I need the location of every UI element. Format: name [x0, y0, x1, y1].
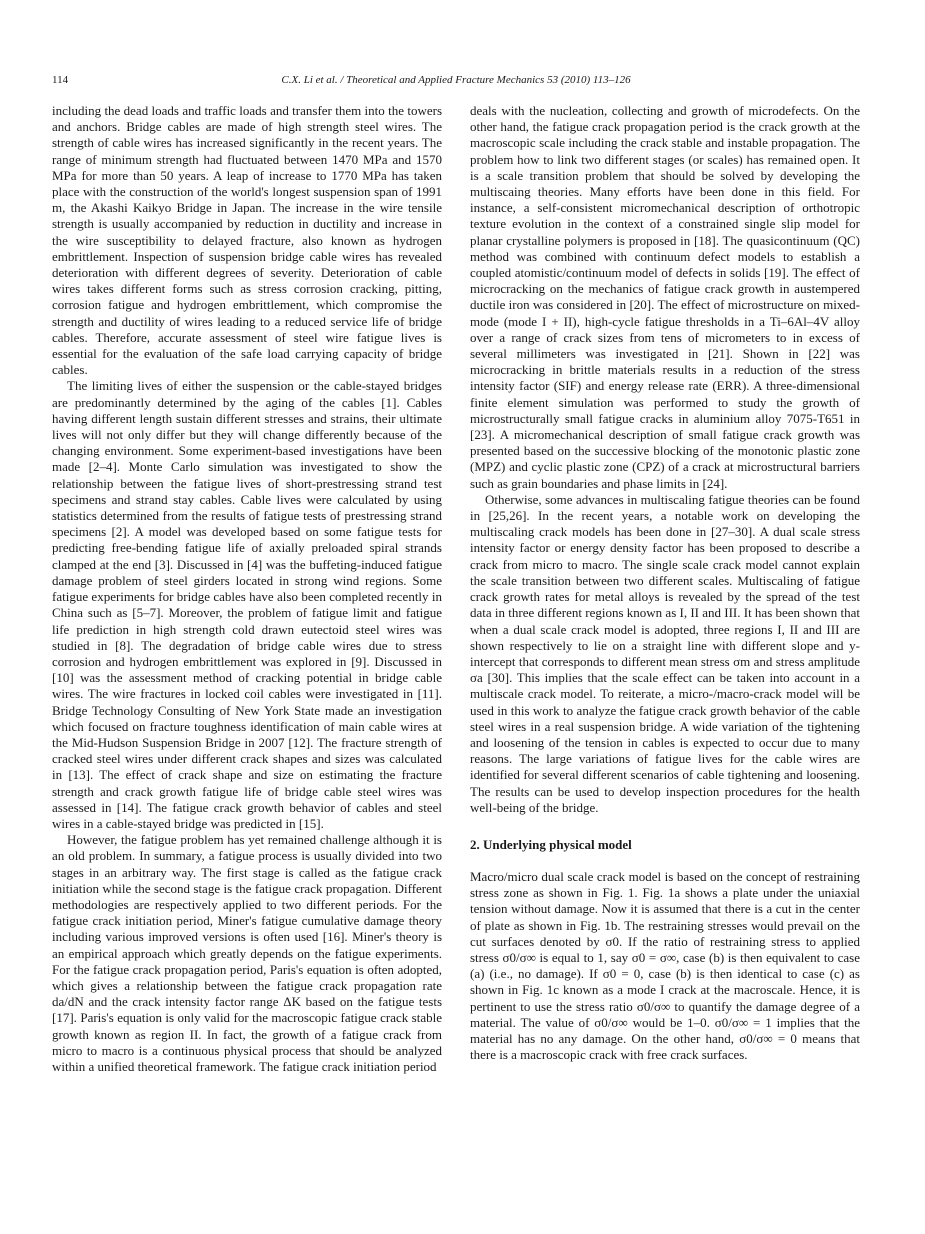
- running-title: C.X. Li et al. / Theoretical and Applied Fracture Mechanics 53 (2010) 113–126: [281, 74, 631, 86]
- paragraph: Otherwise, some advances in multiscaling fatigue theories can be found in [25,26]. In the recent years, a notable work on developing the multiscaling crack models has been done in [27–30]. A dual scale stress intensity factor or energy density factor has been proposed to describe a crack from micro to macro. The single scale crack model cannot explain the scale transition between two different scales. Multiscaling of fatigue crack growth rates for metal alloys is revealed by the spread of the test data in three different regions known as I, II and III. It has been shown that when a dual scale crack model is adopted, three regions I, II and III are shown respectively to lie on a straight line with different slope and y-intercept that corresponds to different mean stress σm and stress amplitude σa [30]. This implies that the scale effect can be taken into account in a multiscale crack model. To reiterate, a micro-/macro-crack model will be used in this work to analyze the fatigue crack growth behavior of the cable steel wires in a real suspension bridge. A wide variation of the tightening and loosening of the tension in cables is expected to occur due to many reasons. The large variations of fatigue lives for the cable wires are identified for several different scenarios of cable tightening and loosening. The results can be used to develop inspection procedures for the health well-being of the bridge.: [470, 491, 860, 815]
- paragraph: However, the fatigue problem has yet remained challenge although it is an old problem. In summary, a fatigue process is usually divided into two stages in an arbitrary way. The first stage is called as the fatigue crack initiation while the second stage is the fatigue crack propagation. Different methodologies are respectively applied to two different periods. For the fatigue crack initiation period, Miner's fatigue cumulative damage theory including various improved versions is often used [16]. Miner's theory is an empirical approach which greatly depends on the fatigue experiments. For the fatigue crack propagation period, Paris's equation is often adopted, which gives a relationship between the fatigue crack propagation rate da/dN and the crack intensity factor range ΔK based on the fatigue tests [17]. Paris's equation is only valid for the macroscopic fatigue crack stable growth known as region II. In fact, the growth of a fatigue crack from micro to macro is a continuous physical process that should be analyzed within a unified theoretical framework. The fatigue crack initiation period: [52, 832, 442, 1074]
- paragraph: including the dead loads and traffic loads and transfer them into the towers and anchors. Bridge cables are made of high strength steel wires. The strength of cable wires has increased significantly in the recent years. The range of minimum strength had fluctuated between 1470 MPa and 1570 MPa for more than 50 years. A leap of increase to 1770 MPa has taken place with the construction of the world's longest suspension span of 1991 m, the Akashi Kaikyo Bridge in Japan. The increase in the wire tensile strength is usually accompanied by reduction in ductility and increase in the wire susceptibility to delayed fracture, also known as hydrogen embrittlement. Inspection of suspension bridge cable wires has revealed deterioration with different degrees of severity. Deterioration of cable wires takes different forms such as stress corrosion cracking, pitting, corrosion fatigue and hydrogen embrittlement, which compromise the strength and ductility of wires leading to a reduced service life of bridge cables. Therefore, accurate assessment of steel wire fatigue lives is essential for the evaluation of the safe load carrying capacity of bridge cables.: [52, 103, 442, 378]
- left-column: [52, 103, 442, 1075]
- paragraph: deals with the nucleation, collecting and growth of microdefects. On the other hand, the fatigue crack propagation period is the crack growth at the macroscopic scale including the crack stable and instable propagation. The problem how to link two different stages (or scales) has remained open. It is a scale transition problem that should be solved by developing the multiscaing theories. Many efforts have been done in this field. For instance, a self-consistent micromechanical description of orthotropic texture evolution in the context of a constrained single slip model for planar crystalline polymers is proposed in [18]. The quasicontinuum (QC) method was combined with continuum defect models to establish a coupled atomistic/continuum model of defects in solids [19]. The effect of microcracking on the mechanics of fatigue crack growth in austempered ductile iron was considered in [20]. The effect of microstructure on mixed-mode (mode I + II), high-cycle fatigue thresholds in a Ti–6Al–4V alloy over a range of crack sizes from tens of micrometers to in excess of several millimeters was investigated in [21]. Shown in [22] was microcracking in brittle materials results in a reduction of the stress intensity factor (SIF) and energy release rate (ERR). A three-dimensional finite element simulation was performed to study the growth of microstructurally small fatigue cracks in aluminium alloy 7075-T651 in [23]. A micromechanical description of small fatigue crack growth was presented based on the successive blocking of the monotonic plastic zone (MPZ) and cyclic plastic zone (CPZ) of a crack at microstructural barriers such as grain boundaries and phase limits in [24].: [470, 103, 860, 491]
- page-number: 114: [52, 74, 69, 86]
- page-header: [52, 72, 860, 88]
- paragraph: Macro/micro dual scale crack model is based on the concept of restraining stress zone as shown in Fig. 1. Fig. 1a shows a plate under the uniaxial tension without damage. Now it is assumed that there is a cut in the center of plate as shown in Fig. 1b. The restraining stresses would prevail on the cut surfaces denoted by σ0. If the ratio of restraining stress to applied stress σ0/σ∞ is equal to 1, say σ0 = σ∞, case (b) is then equivalent to case (a) (i.e., no damage). If σ0 = 0, case (b) is then identical to case (c) as shown in Fig. 1c known as a mode I crack at the macroscale. Hence, it is pertinent to use the stress ratio σ0/σ∞ to quantify the damage degree of a material. The value of σ0/σ∞ would be 1–0. σ0/σ∞ = 1 implies that the material has no any damage. On the other hand, σ0/σ∞ = 0 means that there is a macroscopic crack with free crack surfaces.: [470, 868, 860, 1063]
- right-column: [470, 103, 860, 1063]
- paragraph: The limiting lives of either the suspension or the cable-stayed bridges are predominantly determined by the aging of the cables [1]. Cables having different length sustain different stresses and strains, their ultimate lives will not only differ but they will change differently because of the changing environment. Some experiment-based investigations have been made [2–4]. Monte Carlo simulation was investigated to show the relationship between the fatigue lives of short-prestressing strand test specimens and strand stay cables. Cable lives were calculated by using statistics determined from the results of fatigue tests of prestressing strand specimens [2]. A model was developed based on some fatigue tests for predicting free-bending fatigue life of axially preloaded spiral strands clamped at the end [3]. Discussed in [4] was the buffeting-induced fatigue damage problem of steel girders located in strong wind regions. Some fatigue experiments for bridge cables have also been completed recently in China such as [5–7]. Moreover, the problem of fatigue limit and fatigue life prediction in high strength cold drawn eutectoid steel wires was studied in [8]. The degradation of bridge cable wires due to stress corrosion and hydrogen embrittlement was explored in [9]. Discussed in [10] was the assessment method of cracking potential in bridge cable wires. The wire fractures in locked coil cables were investigated in [11]. Bridge Technology Consulting of New York State made an investigation which focused on fracture toughness identification of main cable wires at the Mid-Hudson Suspension Bridge in 2007 [12]. The fracture strength of cracked steel wires under different crack shapes and sizes was calculated in [13]. The effect of crack shape and size on estimating the fracture strength and crack growth fatigue life of bridge cable steel wires was assessed in [14]. The fatigue crack growth behavior of cables and steel wires in a cable-stayed bridge was predicted in [15].: [52, 378, 442, 831]
- section-heading: 2. Underlying physical model: [470, 836, 632, 852]
